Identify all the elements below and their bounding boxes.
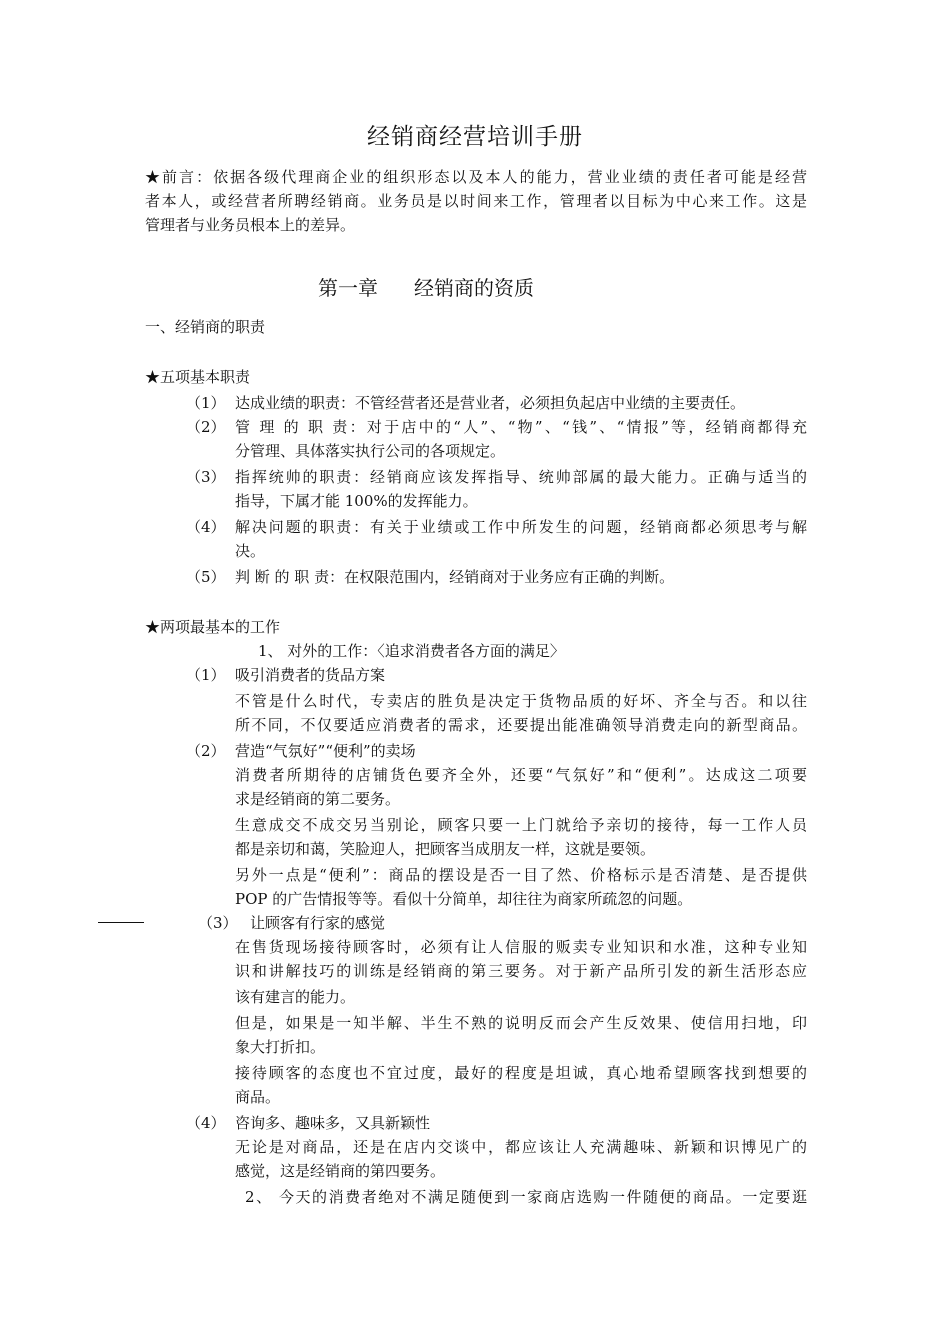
work-item-heading: 让顾客有行家的感觉 — [250, 914, 386, 932]
duty-number: （4） — [186, 518, 226, 536]
preface-line: 管理者与业务员根本上的差异。 — [145, 216, 356, 234]
margin-rule — [98, 922, 144, 923]
work-item-text: 商品。 — [235, 1088, 281, 1106]
work-item-text: 接待顾客的态度也不宜过度，最好的程度是坦诚，真心地希望顾客找到想要的 — [235, 1064, 807, 1082]
works-heading: ★两项最基本的工作 — [145, 618, 281, 636]
work-item-text: 象大打折扣。 — [235, 1038, 326, 1056]
work-item-text: 在售货现场接待顾客时，必须有让人信服的贩卖专业知识和水准，这种专业知 — [235, 938, 807, 956]
chapter-label: 第一章 — [318, 276, 378, 300]
work-item-text: 但是，如果是一知半解、半生不熟的说明反而会产生反效果、使信用扫地，印 — [235, 1014, 807, 1032]
work-item-text: 所不同，不仅要适应消费者的需求，还要提出能准确领导消费走向的新型商品。 — [235, 716, 807, 734]
work-item-number: （4） — [186, 1114, 226, 1132]
document-title: 经销商经营培训手册 — [367, 124, 583, 150]
duty-text: 达成业绩的职责：不管经营者还是营业者，必须担负起店中业绩的主要责任。 — [235, 394, 746, 412]
work-item-text: 另外一点是“便利”：商品的摆设是否一目了然、价格标示是否清楚、是否提供 — [235, 866, 807, 884]
duty-number: （2） — [186, 418, 226, 436]
chapter-name: 经销商的资质 — [414, 276, 534, 300]
duty-number: （3） — [186, 468, 226, 486]
section-heading: 一、经销商的职责 — [145, 318, 266, 336]
duty-text: 管 理 的 职 责：对于店中的“人”、“物”、“钱”、“情报”等，经销商都得充 — [235, 418, 807, 436]
work-item-text: 感觉，这是经销商的第四要务。 — [235, 1162, 446, 1180]
work-item-number: （3） — [198, 914, 238, 932]
duty-number: （5） — [186, 568, 226, 586]
chapter-heading — [318, 272, 534, 301]
work-item-text: 识和讲解技巧的训练是经销商的第三要务。对于新产品所引发的新生活形态应 — [235, 962, 807, 980]
preface-line: 者本人，或经营者所聘经销商。业务员是以时间来工作，管理者以目标为中心来工作。这是 — [145, 192, 807, 210]
preface-line: ★前言：依据各级代理商企业的组织形态以及本人的能力，营业业绩的责任者可能是经营 — [145, 168, 807, 186]
work-item-number: （2） — [186, 742, 226, 760]
work-item-text: 不管是什么时代，专卖店的胜负是决定于货物品质的好坏、齐全与否。和以往 — [235, 692, 807, 710]
duty-text: 分管理、具体落实执行公司的各项规定。 — [235, 442, 506, 460]
duty-text: 判 断 的 职 责：在权限范围内，经销商对于业务应有正确的判断。 — [235, 568, 675, 586]
duty-text: 指导，下属才能 100%的发挥能力。 — [235, 492, 478, 510]
work-item-text: 都是亲切和蔼，笑脸迎人，把顾客当成朋友一样，这就是要领。 — [235, 840, 656, 858]
work-item-text: 生意成交不成交另当别论，顾客只要一上门就给予亲切的接待，每一工作人员 — [235, 816, 807, 834]
duty-number: （1） — [186, 394, 226, 412]
work-item-heading: 营造“气氛好”“便利”的卖场 — [235, 742, 416, 760]
duty-text: 指挥统帅的职责：经销商应该发挥指导、统帅部属的最大能力。正确与适当的 — [235, 468, 807, 486]
work-item-heading: 吸引消费者的货品方案 — [235, 666, 386, 684]
work-item-number: （1） — [186, 666, 226, 684]
duty-text: 解决问题的职责：有关于业绩或工作中所发生的问题，经销商都必须思考与解 — [235, 518, 807, 536]
work-item-text: 无论是对商品，还是在店内交谈中，都应该让人充满趣味、新颖和识博见广的 — [235, 1138, 807, 1156]
work-item-text: 消费者所期待的店铺货色要齐全外，还要“气氛好”和“便利”。达成这二项要 — [235, 766, 807, 784]
work-item-text: 求是经销商的第二要务。 — [235, 790, 401, 808]
works-subheading: 1、 对外的工作：〈追求消费者各方面的满足〉 — [258, 642, 565, 660]
duties-heading: ★五项基本职责 — [145, 368, 251, 386]
work-item-text: 该有建言的能力。 — [235, 988, 356, 1006]
work-item-heading: 咨询多、趣味多，又具新颖性 — [235, 1114, 431, 1132]
duty-text: 决。 — [235, 542, 266, 560]
work-item-text: POP 的广告情报等等。看似十分简单，却往往为商家所疏忽的问题。 — [235, 890, 693, 908]
works-subheading: 2、 今天的消费者绝对不满足随便到一家商店选购一件随便的商品。一定要逛 — [245, 1188, 807, 1206]
